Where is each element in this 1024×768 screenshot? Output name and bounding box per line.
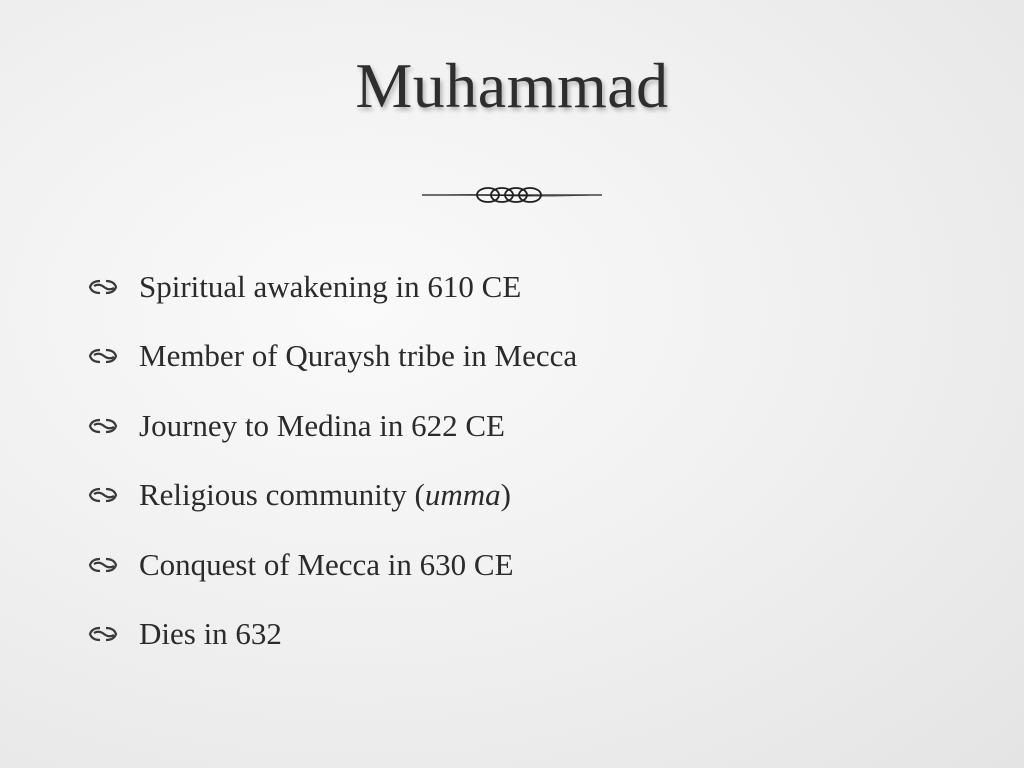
list-item <box>86 461 577 531</box>
list-item <box>86 252 577 322</box>
double-link-icon <box>86 622 120 646</box>
double-link-icon <box>86 553 120 577</box>
double-link-icon <box>86 344 120 368</box>
bullet-text-pre: Religious community ( <box>139 477 425 513</box>
list-item <box>86 322 577 392</box>
double-link-icon <box>86 483 120 507</box>
flourish-divider-icon <box>420 178 604 212</box>
bullet-text: Conquest of Mecca in 630 CE <box>139 546 514 582</box>
list-item <box>86 600 577 670</box>
double-link-icon <box>86 414 120 438</box>
bullet-text: Spiritual awakening in 610 CE <box>139 268 522 304</box>
bullet-text <box>139 477 511 513</box>
bullet-text-italic: umma <box>424 477 501 513</box>
double-link-icon <box>86 275 120 299</box>
bullet-text: Dies in 632 <box>139 616 282 652</box>
list-item <box>86 391 577 461</box>
slide-title: Muhammad <box>355 50 669 121</box>
bullet-text-post: ) <box>500 477 511 513</box>
bullet-text: Journey to Medina in 622 CE <box>139 407 505 443</box>
bullet-text: Member of Quraysh tribe in Mecca <box>139 338 578 374</box>
list-item <box>86 530 577 600</box>
bullet-list <box>86 252 577 669</box>
